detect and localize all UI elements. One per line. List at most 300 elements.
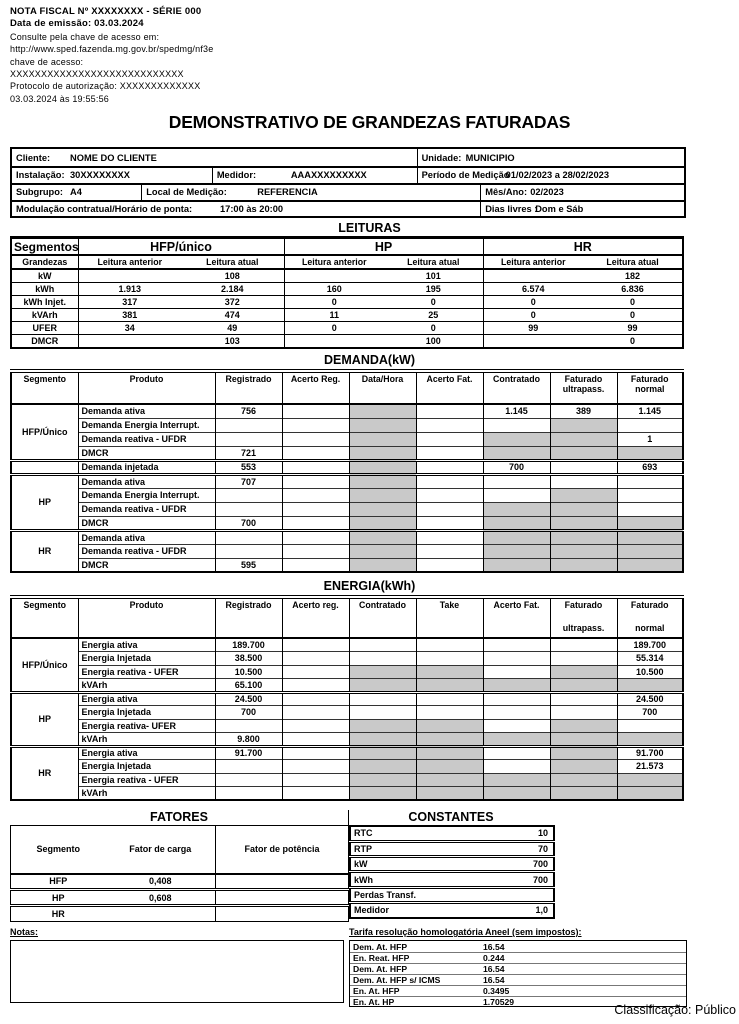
value-cell [416,679,483,693]
value-cell [349,706,416,720]
leitura-value: 49 [181,322,284,335]
access-url: http://www.sped.fazenda.mg.gov.br/spedmg/nf3e [10,44,214,55]
value-cell [483,418,550,432]
constante-value [470,887,554,902]
cliente-label: Cliente: [16,152,51,163]
leituras-row [11,335,683,348]
value-cell: 10.500 [617,665,683,679]
value-cell [215,719,282,733]
energia-row [11,638,683,652]
demanda-row [11,432,683,446]
tarifa-item-label: Dem. At. HFP [353,941,408,952]
value-cell [349,460,416,474]
produto-label: Energia Injetada [78,760,215,774]
value-cell [550,474,617,488]
col-data-hora: Data/Hora [349,371,416,404]
grandeza-label: kWh [11,282,78,295]
value-cell [416,773,483,787]
value-cell [282,432,349,446]
grandeza-label: kVArh [11,309,78,322]
value-cell: 91.700 [617,746,683,760]
value-cell [349,530,416,544]
segment-label: HFP/Único [21,426,68,437]
leituras-row [11,282,683,295]
tarifa-item-value: 1.70529 [483,997,515,1008]
col-leitura-atual: Leitura atual [384,255,483,269]
segment-header-hp: HP [284,238,483,255]
value-cell [282,760,349,774]
value-cell [617,474,683,488]
energia-row [11,652,683,666]
segment-label: HR [11,530,78,572]
leitura-value [284,269,384,282]
leituras-subheader-row [11,255,683,269]
produto-label: Energia reativa - UFER [78,665,215,679]
value-cell [349,665,416,679]
value-cell [282,692,349,706]
col-leitura-atual: Leitura atual [181,255,284,269]
leitura-value: 103 [181,335,284,348]
value-cell [483,787,550,801]
value-cell [349,432,416,446]
demanda-row [11,558,683,572]
energia-row [11,692,683,706]
leitura-value: 0 [284,295,384,308]
value-cell [550,488,617,502]
value-cell [349,502,416,516]
value-cell [282,460,349,474]
value-cell [349,652,416,666]
col-fator-carga: Fator de carga [106,826,216,874]
constante-label: RTP [350,841,470,856]
leitura-value: 100 [384,335,483,348]
constante-label: Medidor [350,903,470,918]
demanda-row [11,446,683,460]
value-cell [282,516,349,530]
value-cell [550,418,617,432]
value-cell [416,418,483,432]
tarifa-row [350,952,686,963]
leitura-value: 0 [483,309,583,322]
leitura-value: 99 [583,322,683,335]
col-faturado-normal: Faturado normal [617,371,683,404]
grandeza-label: DMCR [11,335,78,348]
tarifa-row [350,941,686,952]
value-cell [282,733,349,747]
value-cell [416,733,483,747]
leitura-value: 381 [78,309,181,322]
col-leitura-atual: Leitura atual [583,255,683,269]
value-cell [349,746,416,760]
periodo-value: 01/02/2023 a 28/02/2023 [505,170,609,181]
produto-label: DMCR [78,446,215,460]
cliente-cell [12,149,417,166]
fator-segmento: HFP [49,876,68,887]
client-row [12,183,684,200]
value-cell [215,418,282,432]
value-cell [617,530,683,544]
value-cell [550,460,617,474]
value-cell [483,488,550,502]
value-cell [483,558,550,572]
produto-label: Energia ativa [78,638,215,652]
col-contratado: Contratado [349,597,416,638]
leitura-value [284,335,384,348]
grandeza-label: kW [11,269,78,282]
tarifa-row [350,985,686,996]
leituras-table [10,236,684,349]
medidor-cell [212,168,417,183]
value-cell: 756 [215,404,282,418]
value-cell [349,692,416,706]
leitura-value: 25 [384,309,483,322]
value-cell [416,746,483,760]
client-info-table [10,147,686,218]
value-cell [617,773,683,787]
value-cell [416,460,483,474]
emission-date: Data de emissão: 03.03.2024 [10,18,144,30]
value-cell [550,558,617,572]
value-cell [550,530,617,544]
modulacao-cell [12,202,480,217]
produto-label: Demanda ativa [78,474,215,488]
constante-value: 70 [470,841,554,856]
tarifa-box [349,940,687,1007]
constantes-table [349,825,555,919]
col-faturado-ultrapass: Faturado ultrapass. [550,597,617,638]
document-header-block [10,6,739,105]
energia-row [11,787,683,801]
col-segmento: Segmento [11,826,106,874]
constante-value: 700 [470,872,554,887]
value-cell [550,502,617,516]
value-cell [550,692,617,706]
value-cell [282,665,349,679]
local-medicao-label: Local de Medição: [146,187,227,198]
mes-ano-label: Mês/Ano: [485,187,528,198]
leitura-value: 11 [284,309,384,322]
value-cell [215,502,282,516]
leitura-value: 0 [583,309,683,322]
segment-header-hr: HR [483,238,683,255]
value-cell [617,516,683,530]
subgrupo-value: A4 [70,187,82,198]
leitura-value [483,269,583,282]
value-cell [215,488,282,502]
value-cell [349,558,416,572]
value-cell [416,719,483,733]
segment-label: HR [11,746,78,800]
leitura-value: 6.574 [483,282,583,295]
value-cell [282,773,349,787]
energia-row [11,679,683,693]
leitura-value: 474 [181,309,284,322]
value-cell [215,530,282,544]
fator-potencia-value [216,890,349,906]
tarifa-item-label: En. Reat. HFP [353,953,410,964]
produto-label: Demanda Energia Interrupt. [78,418,215,432]
constante-row [350,903,554,918]
col-registrado: Registrado [215,597,282,638]
energia-row [11,719,683,733]
value-cell [483,638,550,652]
produto-label: Demanda reativa - UFDR [78,544,215,558]
produto-label: kVArh [78,733,215,747]
tarifa-row [350,974,686,985]
value-cell [349,733,416,747]
value-cell [282,488,349,502]
col-segmento: Segmento [11,371,78,404]
fatores-constantes-section [10,810,739,922]
value-cell [483,692,550,706]
value-cell [416,530,483,544]
produto-label: kVArh [78,787,215,801]
produto-label: Energia ativa [78,692,215,706]
demanda-row [11,418,683,432]
value-cell [550,773,617,787]
value-cell [550,733,617,747]
leitura-value: 0 [384,295,483,308]
unidade-value: MUNICIPIO [465,152,515,163]
value-cell [349,488,416,502]
value-cell [550,706,617,720]
produto-label: Demanda ativa [78,404,215,418]
value-cell [416,474,483,488]
value-cell: 21.573 [617,760,683,774]
value-cell [416,692,483,706]
tarifa-item-label: Dem. At. HFP [353,964,408,975]
tarifa-item-value: 16.54 [483,964,505,975]
demanda-title: DEMANDA(kW) [324,353,415,368]
value-cell [483,446,550,460]
col-acerto-fat: Acerto Fat. [483,597,550,638]
tarifa-row [350,963,686,974]
client-row [12,149,684,166]
value-cell [483,474,550,488]
value-cell: 1.145 [483,404,550,418]
notas-box [10,940,344,1003]
value-cell [416,544,483,558]
value-cell [483,432,550,446]
value-cell [483,544,550,558]
tarifa-item-label: En. At. HFP [353,986,400,997]
demanda-header-row [11,371,683,404]
classification-footer: Classificação: Público [614,1003,736,1017]
fator-segmento: HR [11,906,106,922]
fatores-table [10,825,349,922]
value-cell [349,474,416,488]
value-cell: 700 [483,460,550,474]
produto-label: Energia reativa- UFER [78,719,215,733]
value-cell [282,544,349,558]
tarifa-item-label: Dem. At. HFP s/ ICMS [353,975,441,986]
value-cell [617,719,683,733]
value-cell: 389 [550,404,617,418]
produto-label: Demanda reativa - UFDR [78,502,215,516]
value-cell: 1.145 [617,404,683,418]
leitura-value: 0 [483,295,583,308]
fator-potencia-value [216,906,349,922]
produto-label: Energia Injetada [78,706,215,720]
value-cell [416,558,483,572]
leitura-value: 101 [384,269,483,282]
leituras-title: LEITURAS [338,221,401,236]
energia-header-row [11,597,683,638]
value-cell [282,502,349,516]
energia-row [11,773,683,787]
value-cell: 91.700 [215,746,282,760]
col-fator-potencia: Fator de potência [216,826,349,874]
value-cell [550,544,617,558]
value-cell [282,404,349,418]
value-cell [617,488,683,502]
value-cell: 700 [215,706,282,720]
value-cell [416,760,483,774]
grandeza-label: kWh Injet. [11,295,78,308]
constante-row [350,857,554,872]
col-segmento: Segmento [11,597,78,638]
value-cell: 55.314 [617,652,683,666]
grandeza-label: UFER [11,322,78,335]
fator-carga-value: 0,408 [148,876,172,887]
fatores-row [11,890,349,906]
value-cell [483,530,550,544]
value-cell [483,733,550,747]
col-produto: Produto [78,597,215,638]
value-cell [282,530,349,544]
medidor-label: Medidor: [216,170,257,181]
value-cell [349,679,416,693]
cliente-value: NOME DO CLIENTE [70,152,157,163]
value-cell [617,446,683,460]
access-key-value: XXXXXXXXXXXXXXXXXXXXXXXXXXXX [10,69,184,80]
constante-label: kW [350,857,470,872]
value-cell [483,502,550,516]
value-cell [617,733,683,747]
value-cell: 595 [215,558,282,572]
value-cell: 38.500 [215,652,282,666]
value-cell [416,706,483,720]
local-medicao-value: REFERENCIA [257,187,318,198]
value-cell [282,746,349,760]
segmentos-header: Segmentos [11,238,78,255]
value-cell [416,502,483,516]
mes-ano-value: 02/2023 [530,187,564,198]
produto-label: Demanda injetada [78,460,215,474]
segment-label: HFP/Único [21,659,68,670]
leitura-value: 182 [583,269,683,282]
value-cell [550,719,617,733]
client-row [12,200,684,217]
energia-row [11,733,683,747]
value-cell: 1 [617,432,683,446]
leituras-row [11,295,683,308]
value-cell [349,446,416,460]
fatores-header-row [11,826,349,874]
value-cell: 707 [215,474,282,488]
produto-label: DMCR [78,516,215,530]
demanda-row [11,488,683,502]
leitura-value: 99 [483,322,583,335]
value-cell [416,404,483,418]
value-cell [416,432,483,446]
leitura-value: 372 [181,295,284,308]
authorization-datetime: 03.03.2024 às 19:55:56 [10,93,109,104]
value-cell [282,558,349,572]
value-cell: 700 [617,706,683,720]
medidor-value: AAAXXXXXXXXX [290,170,367,181]
energia-row [11,760,683,774]
periodo-label: Período de Medição [421,170,510,181]
unidade-cell [417,149,684,166]
tarifa-item-value: 0.3495 [483,986,510,997]
value-cell [349,516,416,530]
instalacao-label: Instalação: [16,170,65,181]
value-cell [617,679,683,693]
value-cell [617,787,683,801]
demanda-row [11,474,683,488]
value-cell [550,746,617,760]
segment-label: HP [11,474,78,530]
access-key-label: chave de acesso: [10,56,84,67]
constante-row [350,826,554,841]
leitura-value: 2.184 [181,282,284,295]
tarifa-label: Tarifa resolução homologatória Aneel (sem impostos): [349,927,582,938]
value-cell [483,773,550,787]
constante-value: 10 [537,828,548,839]
value-cell [282,652,349,666]
col-registrado: Registrado [215,371,282,404]
energia-table [10,595,684,801]
leitura-value: 0 [583,335,683,348]
demanda-row [11,544,683,558]
leitura-value: 0 [284,322,384,335]
value-cell [550,652,617,666]
value-cell: 553 [215,460,282,474]
value-cell [550,787,617,801]
authorization-protocol: Protocolo de autorização: XXXXXXXXXXXXX [10,81,201,92]
value-cell [215,773,282,787]
col-leitura-anterior: Leitura anterior [78,255,181,269]
value-cell [617,558,683,572]
col-contratado: Contratado [483,371,550,404]
produto-label: DMCR [78,558,215,572]
leitura-value: 6.836 [583,282,683,295]
value-cell [349,760,416,774]
demanda-row [11,404,683,418]
constante-label: Perdas Transf. [350,887,470,902]
leitura-value: 0 [583,295,683,308]
periodo-cell [417,168,684,183]
dias-livres-cell [480,202,684,217]
leitura-value: 160 [284,282,384,295]
produto-label: kVArh [78,679,215,693]
leitura-value: 0 [384,322,483,335]
produto-label: Energia reativa - UFER [78,773,215,787]
value-cell [282,418,349,432]
notes-tariff-section [10,927,739,1007]
col-take: Take [416,597,483,638]
value-cell: 721 [215,446,282,460]
value-cell [282,719,349,733]
value-cell [617,544,683,558]
instalacao-cell [12,168,212,183]
constante-value: 700 [470,857,554,872]
value-cell [349,787,416,801]
value-cell [215,544,282,558]
value-cell: 9.800 [215,733,282,747]
value-cell [550,446,617,460]
